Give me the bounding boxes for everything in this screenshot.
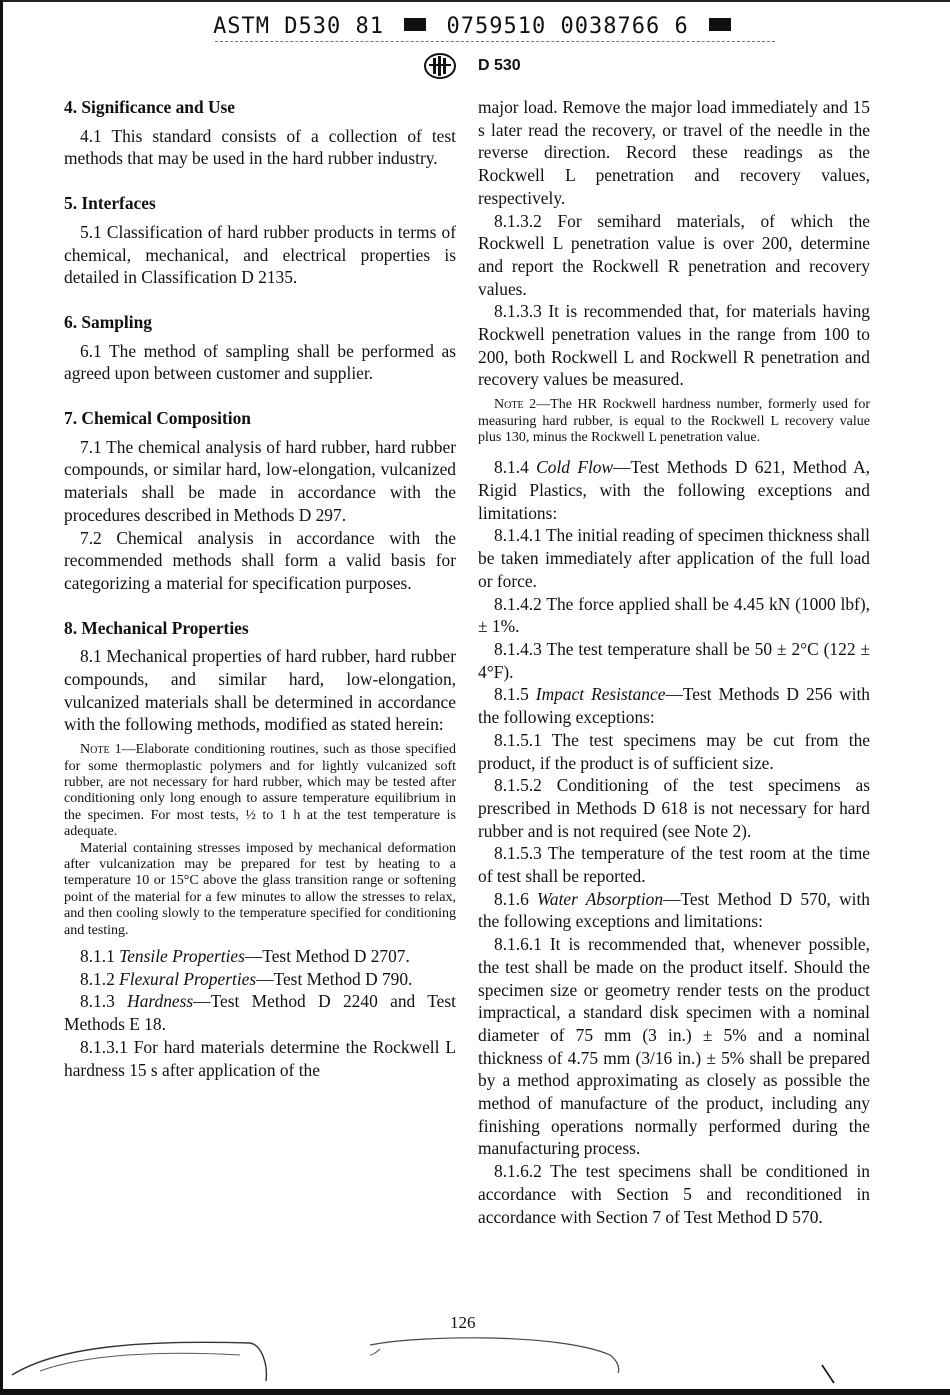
paragraph: 8.1.6.1 It is recommended that, whenever possible, the test shall be made on the product itself. Should the specimen size or geometry render tests on the product impractical, a standard disk specimen with a nominal diameter of 75 mm (3 in.) ± 5% and a nominal thickness of 4.75 mm (3/16 in.) ± 5% shall be prepared by a method approximating as closely as possible the method of manufacture of the product, including any finishing operations normally performed during the manufacturing process. — [478, 934, 870, 1159]
clause-title: Water Absorption — [536, 888, 664, 909]
clause-number: 8.1.5 — [494, 684, 529, 705]
page-header-code — [0, 14, 950, 39]
note-label: Note — [494, 397, 524, 413]
clause-title: Impact Resistance — [535, 684, 666, 705]
note-text: 2—The HR Rockwell hardness number, formerly used for measuring hard rubber, is equal to the Rockwell L recovery value plus 130, minus the Rockwell L penetration value. — [478, 397, 870, 445]
clause-number: 8.1.3 — [80, 991, 115, 1012]
clause-number: 8.1.6 — [494, 888, 529, 909]
paragraph: 6.1 The method of sampling shall be performed as agreed upon between customer and supplier. — [64, 340, 456, 384]
black-block-mark — [709, 18, 731, 31]
note-text: 1—Elaborate conditioning routines, such as those specified for some thermoplastic polymers and for lightly vulcanized soft rubber, are not necessary for hard rubber, which may be tested after conditioning only long enough to assure temperature equilibrium in the specimen. For most tests, ½ to 1 h at the test temperature is adequate. — [64, 742, 456, 840]
paragraph: major load. Remove the major load immediately and 15 s later read the recovery, or travel of the needle in the reverse direction. Record these readings as the Rockwell L penetration and recovery values, respectively. — [478, 97, 870, 208]
clause-text: —Test Method D 570, with the following exceptions and limitations: — [478, 888, 870, 932]
clause-title: Hardness — [127, 991, 194, 1012]
paragraph: 8.1.3.1 For hard materials determine the Rockwell L hardness 15 s after application of the — [64, 1036, 456, 1080]
paragraph — [64, 945, 456, 968]
scan-border-top — [0, 0, 950, 2]
note-1 — [64, 742, 456, 939]
section-heading: 4. Significance and Use — [64, 97, 236, 117]
clause-title: Tensile Properties — [119, 946, 245, 967]
document-designation: D 530 — [478, 57, 521, 74]
scan-artifact-lines — [0, 1325, 950, 1389]
scan-border-left — [0, 0, 3, 1395]
page-number: 126 — [450, 1313, 476, 1332]
spec-code: ASTM D530 81 — [213, 14, 385, 39]
section-heading: 6. Sampling — [64, 311, 152, 332]
paragraph: 8.1.5.2 Conditioning of the test specimens as prescribed in Methods D 618 is not necessary for hard rubber and is not required (see Note 2). — [478, 775, 870, 841]
paragraph: 8.1.3.3 It is recommended that, for materials having Rockwell penetration values in the range from 100 to 200, both Rockwell L and Rockwell R penetration and recovery values be measured. — [478, 301, 870, 390]
clause-text: —Test Method D 2240 and Test Methods E 18. — [64, 991, 456, 1035]
note-2 — [478, 397, 870, 446]
clause-text: —Test Method D 790. — [256, 968, 413, 989]
astm-logo-icon — [420, 52, 460, 85]
paragraph: 7.1 The chemical analysis of hard rubber, hard rubber compounds, or similar hard, low-elongation, vulcanized materials shall be made in accordance with the procedures described in Methods D 297. — [64, 436, 456, 525]
paragraph — [64, 968, 456, 991]
clause-text: —Test Method D 2707. — [244, 946, 410, 967]
note-paragraph — [478, 397, 870, 446]
paragraph: 8.1 Mechanical properties of hard rubber, hard rubber compounds, and similar hard, low-elongation, vulcanized materials shall be determined in accordance with the following methods, modified as stated herein: — [64, 646, 456, 735]
clause-text: —Test Methods D 621, Method A, Rigid Plastics, with the following exceptions and limitations: — [478, 457, 870, 523]
right-column — [478, 96, 870, 1228]
clause-number: 8.1.2 — [80, 968, 115, 989]
section-heading: 7. Chemical Composition — [64, 408, 251, 429]
section-heading: 8. Mechanical Properties — [64, 617, 249, 638]
note-label: Note — [80, 742, 110, 758]
black-block-mark — [404, 18, 426, 31]
paragraph — [64, 990, 456, 1035]
clause-text: —Test Methods D 256 with the following exceptions: — [478, 684, 870, 728]
clause-title: Flexural Properties — [119, 968, 257, 989]
paragraph: 4.1 This standard consists of a collection of test methods that may be used in the hard rubber industry. — [64, 125, 456, 169]
paragraph — [478, 683, 870, 728]
left-column — [64, 96, 456, 1081]
note-paragraph: Material containing stresses imposed by mechanical deformation after vulcanization may be prepared for test by heating to a temperature 10 or 15°C above the glass transition range or softening point of the material for a few minutes to allow the stresses to relax, and then cooling slowly to the temperature specified for conditioning and testing. — [64, 840, 456, 938]
clause-number: 8.1.4 — [494, 457, 529, 478]
paragraph: 8.1.3.2 For semihard materials, of which the Rockwell L penetration value is over 200, determine and report the Rockwell R penetration and recovery values. — [478, 210, 870, 299]
paragraph: 8.1.4.2 The force applied shall be 4.45 kN (1000 lbf), ± 1%. — [478, 593, 870, 637]
paragraph — [478, 888, 870, 933]
mark-code: 0759510 0038766 6 — [446, 14, 689, 39]
section-heading: 5. Interfaces — [64, 193, 156, 214]
paragraph: 8.1.6.2 The test specimens shall be conditioned in accordance with Section 5 and reconditioned in accordance with Section 7 of Test Method D 570. — [478, 1161, 870, 1227]
header-rule — [215, 41, 775, 42]
paragraph — [478, 456, 870, 524]
scan-border-bottom — [0, 1389, 950, 1395]
note-paragraph — [64, 742, 456, 840]
paragraph: 5.1 Classification of hard rubber products in terms of chemical, mechanical, and electrical properties is detailed in Classification D 2135. — [64, 221, 456, 288]
paragraph: 8.1.4.1 The initial reading of specimen thickness shall be taken immediately after application of the full load or force. — [478, 525, 870, 591]
paragraph: 8.1.5.1 The test specimens may be cut from the product, if the product is of sufficient size. — [478, 729, 870, 773]
paragraph: 8.1.4.3 The test temperature shall be 50 ± 2°C (122 ± 4°F). — [478, 638, 870, 682]
clause-number: 8.1.1 — [80, 946, 115, 967]
paragraph: 8.1.5.3 The temperature of the test room at the time of test shall be reported. — [478, 843, 870, 887]
clause-title: Cold Flow — [536, 457, 614, 478]
paragraph: 7.2 Chemical analysis in accordance with the recommended methods shall form a valid basis for categorizing a material for specification purposes. — [64, 527, 456, 593]
